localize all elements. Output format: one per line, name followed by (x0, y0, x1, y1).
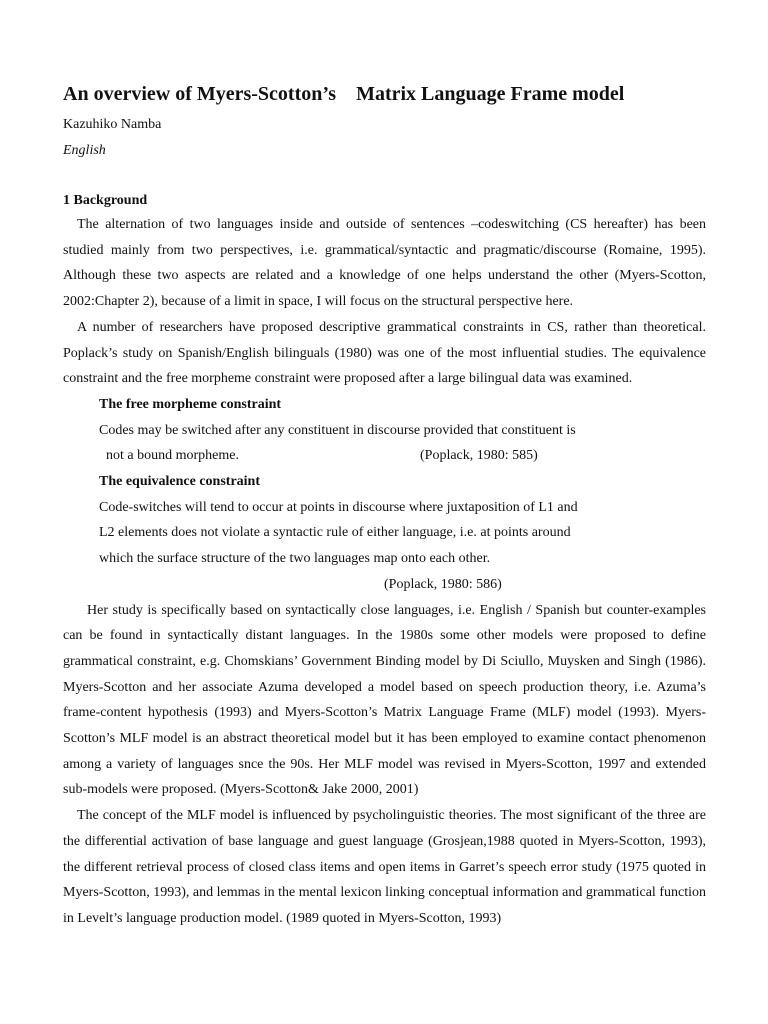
paragraph-background-3: Her study is specifically based on syntactically close languages, i.e. English / Spanish but counter-examples can be found in syntactically distant languages. In the 1980s some other models were proposed to define grammatical constraint, e.g. Chomskians’ Government Binding model by Di Sciullo, Muysken and Singh (1986). Myers-Scotton and her associate Azuma developed a model based on speech production theory, i.e. Azuma’s frame-content hypothesis (1993) and Myers-Scotton’s Matrix Language Frame (MLF) model (1993). Myers-Scotton’s MLF model is an abstract theoretical model but it has been employed to examine contact phenomenon among a variety of languages snce the 90s. Her MLF model was revised in Myers-Scotton, 1997 and extended sub-models were proposed. (Myers-Scotton& Jake 2000, 2001) (63, 602, 706, 798)
quote-line: which the surface structure of the two languages map onto each other. (99, 551, 491, 567)
quote-heading: The equivalence constraint (99, 474, 260, 490)
quote-line: not a bound morpheme. (99, 448, 239, 464)
quote-line: Codes may be switched after any constituent in discourse provided that constituent is (99, 422, 576, 438)
quote-line: Code-switches will tend to occur at points in discourse where juxtaposition of L1 and (99, 499, 578, 515)
quote-citation: (Poplack, 1980: 585) (420, 448, 538, 464)
quote-citation-row (99, 572, 619, 598)
paragraph-background-1: The alternation of two languages inside and outside of sentences –codeswitching (CS hereafter) has been studied mainly from two perspectives, i.e. grammatical/syntactic and pragmatic/discourse (Romaine, 1995). Although these two aspects are related and a knowledge of one helps understand the other (Myers-Scotton, 2002:Chapter 2), because of a limit in space, I will focus on the structural perspective here. (63, 217, 706, 310)
section-heading: 1 Background (63, 193, 148, 208)
quote-equivalence (99, 469, 619, 598)
author-name: Kazuhiko Namba (63, 117, 162, 132)
quote-heading: The free morpheme constraint (99, 396, 282, 412)
quote-line-with-citation (99, 443, 619, 469)
quote-line: L2 elements does not violate a syntactic rule of either language, i.e. at points around (99, 525, 571, 541)
quote-free-morpheme (99, 392, 619, 469)
language-label: English (63, 143, 106, 158)
paragraph-background-4: The concept of the MLF model is influenced by psycholinguistic theories. The most significant of the three are the differential activation of base language and guest language (Grosjean,1988 quoted in Myers-Scotton, 1993), the different retrieval process of closed class items and open items in Garret’s speech error study (1975 quoted in Myers-Scotton, 1993), and lemmas in the mental lexicon linking conceptual information and grammatical function in Levelt’s language production model. (1989 quoted in Myers-Scotton, 1993) (63, 808, 706, 926)
page-title: An overview of Myers-Scotton’s Matrix Language Frame model (63, 83, 625, 105)
quote-citation: (Poplack, 1980: 586) (384, 576, 502, 592)
paragraph-background-2: A number of researchers have proposed descriptive grammatical constraints in CS, rather than theoretical. Poplack’s study on Spanish/English bilinguals (1980) was one of the most influential studies. The equivalence constraint and the free morpheme constraint were proposed after a large bilingual data was examined. (63, 319, 706, 387)
document-page (63, 80, 706, 932)
